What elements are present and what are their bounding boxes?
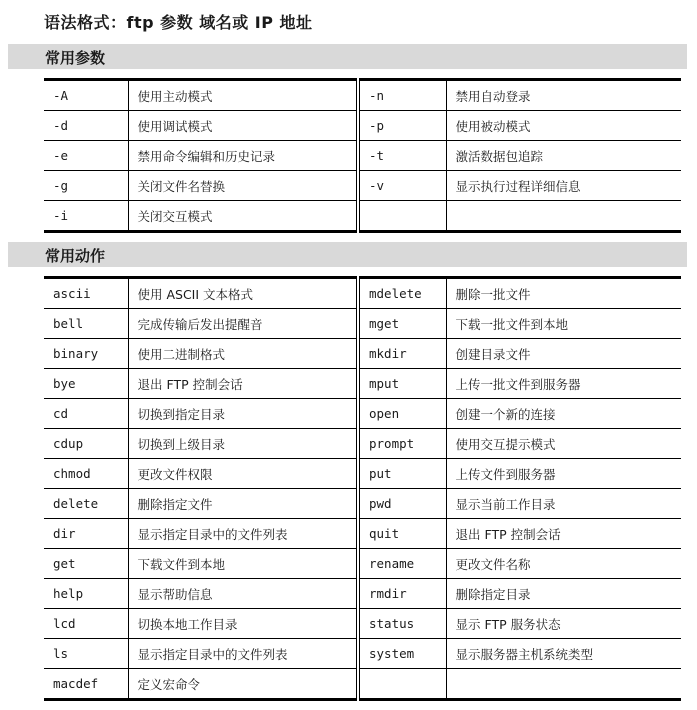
command-cell: -p [358, 111, 446, 141]
command-cell: delete [44, 489, 128, 519]
description-cell: 使用二进制格式 [128, 339, 358, 369]
command-cell: -i [44, 201, 128, 232]
command-cell: open [358, 399, 446, 429]
description-cell: 显示 FTP 服务状态 [446, 609, 681, 639]
description-cell: 禁用自动登录 [446, 80, 681, 111]
description-cell: 禁用命令编辑和历史记录 [128, 141, 358, 171]
description-cell: 使用主动模式 [128, 80, 358, 111]
description-cell [446, 201, 681, 232]
description-cell: 显示指定目录中的文件列表 [128, 519, 358, 549]
command-cell: -d [44, 111, 128, 141]
command-cell: dir [44, 519, 128, 549]
table-row [44, 609, 681, 639]
description-cell: 显示帮助信息 [128, 579, 358, 609]
description-cell: 退出 FTP 控制会话 [446, 519, 681, 549]
command-cell: -e [44, 141, 128, 171]
description-cell: 使用调试模式 [128, 111, 358, 141]
description-cell: 创建目录文件 [446, 339, 681, 369]
description-cell: 下载一批文件到本地 [446, 309, 681, 339]
table-row [44, 579, 681, 609]
table-row [44, 519, 681, 549]
description-cell: 更改文件名称 [446, 549, 681, 579]
description-cell: 切换到指定目录 [128, 399, 358, 429]
description-cell: 上传一批文件到服务器 [446, 369, 681, 399]
command-cell: get [44, 549, 128, 579]
command-cell: -n [358, 80, 446, 111]
command-cell [358, 669, 446, 700]
description-cell: 关闭交互模式 [128, 201, 358, 232]
description-cell: 上传文件到服务器 [446, 459, 681, 489]
description-cell: 切换本地工作目录 [128, 609, 358, 639]
command-cell: ascii [44, 278, 128, 309]
description-cell: 切换到上级目录 [128, 429, 358, 459]
command-cell: mput [358, 369, 446, 399]
command-cell: prompt [358, 429, 446, 459]
description-cell: 创建一个新的连接 [446, 399, 681, 429]
command-cell [358, 201, 446, 232]
table-row [44, 80, 681, 111]
section-heading: 常用动作 [45, 247, 106, 265]
command-cell: rename [358, 549, 446, 579]
command-cell: quit [358, 519, 446, 549]
command-cell: cdup [44, 429, 128, 459]
command-cell: status [358, 609, 446, 639]
table-row [44, 171, 681, 201]
section-heading: 常用参数 [45, 49, 106, 67]
description-cell: 更改文件权限 [128, 459, 358, 489]
command-cell: lcd [44, 609, 128, 639]
description-cell: 显示指定目录中的文件列表 [128, 639, 358, 669]
description-cell: 显示服务器主机系统类型 [446, 639, 681, 669]
description-cell: 删除指定目录 [446, 579, 681, 609]
description-cell: 删除一批文件 [446, 278, 681, 309]
command-cell: -g [44, 171, 128, 201]
command-cell: cd [44, 399, 128, 429]
command-cell: put [358, 459, 446, 489]
command-cell: -A [44, 80, 128, 111]
description-cell: 显示当前工作目录 [446, 489, 681, 519]
table-row [44, 369, 681, 399]
table-row [44, 111, 681, 141]
command-cell: mdelete [358, 278, 446, 309]
command-cell: ls [44, 639, 128, 669]
table-row [44, 429, 681, 459]
command-cell: rmdir [358, 579, 446, 609]
description-cell: 完成传输后发出提醒音 [128, 309, 358, 339]
command-cell: chmod [44, 459, 128, 489]
command-cell: help [44, 579, 128, 609]
description-cell: 退出 FTP 控制会话 [128, 369, 358, 399]
table-row [44, 201, 681, 232]
description-cell: 激活数据包追踪 [446, 141, 681, 171]
command-cell: bell [44, 309, 128, 339]
table-row [44, 549, 681, 579]
table-row [44, 669, 681, 700]
command-cell: -t [358, 141, 446, 171]
command-cell: macdef [44, 669, 128, 700]
table-row [44, 278, 681, 309]
description-cell: 使用 ASCII 文本格式 [128, 278, 358, 309]
command-cell: binary [44, 339, 128, 369]
command-cell: pwd [358, 489, 446, 519]
description-cell: 显示执行过程详细信息 [446, 171, 681, 201]
table-row [44, 339, 681, 369]
description-cell: 关闭文件名替换 [128, 171, 358, 201]
description-cell: 使用交互提示模式 [446, 429, 681, 459]
description-cell: 下载文件到本地 [128, 549, 358, 579]
command-cell: mget [358, 309, 446, 339]
description-cell: 删除指定文件 [128, 489, 358, 519]
section-header-actions [8, 242, 687, 267]
syntax-title: 语法格式：ftp 参数 域名或 IP 地址 [44, 13, 313, 32]
table-row [44, 639, 681, 669]
description-cell: 使用被动模式 [446, 111, 681, 141]
table-row [44, 309, 681, 339]
command-cell: system [358, 639, 446, 669]
table-row [44, 399, 681, 429]
table-row [44, 459, 681, 489]
params-table [44, 78, 681, 233]
table-row [44, 141, 681, 171]
description-cell: 定义宏命令 [128, 669, 358, 700]
table-row [44, 489, 681, 519]
actions-table [44, 276, 681, 701]
command-cell: mkdir [358, 339, 446, 369]
command-cell: -v [358, 171, 446, 201]
command-cell: bye [44, 369, 128, 399]
section-header-params [8, 44, 687, 69]
description-cell [446, 669, 681, 700]
